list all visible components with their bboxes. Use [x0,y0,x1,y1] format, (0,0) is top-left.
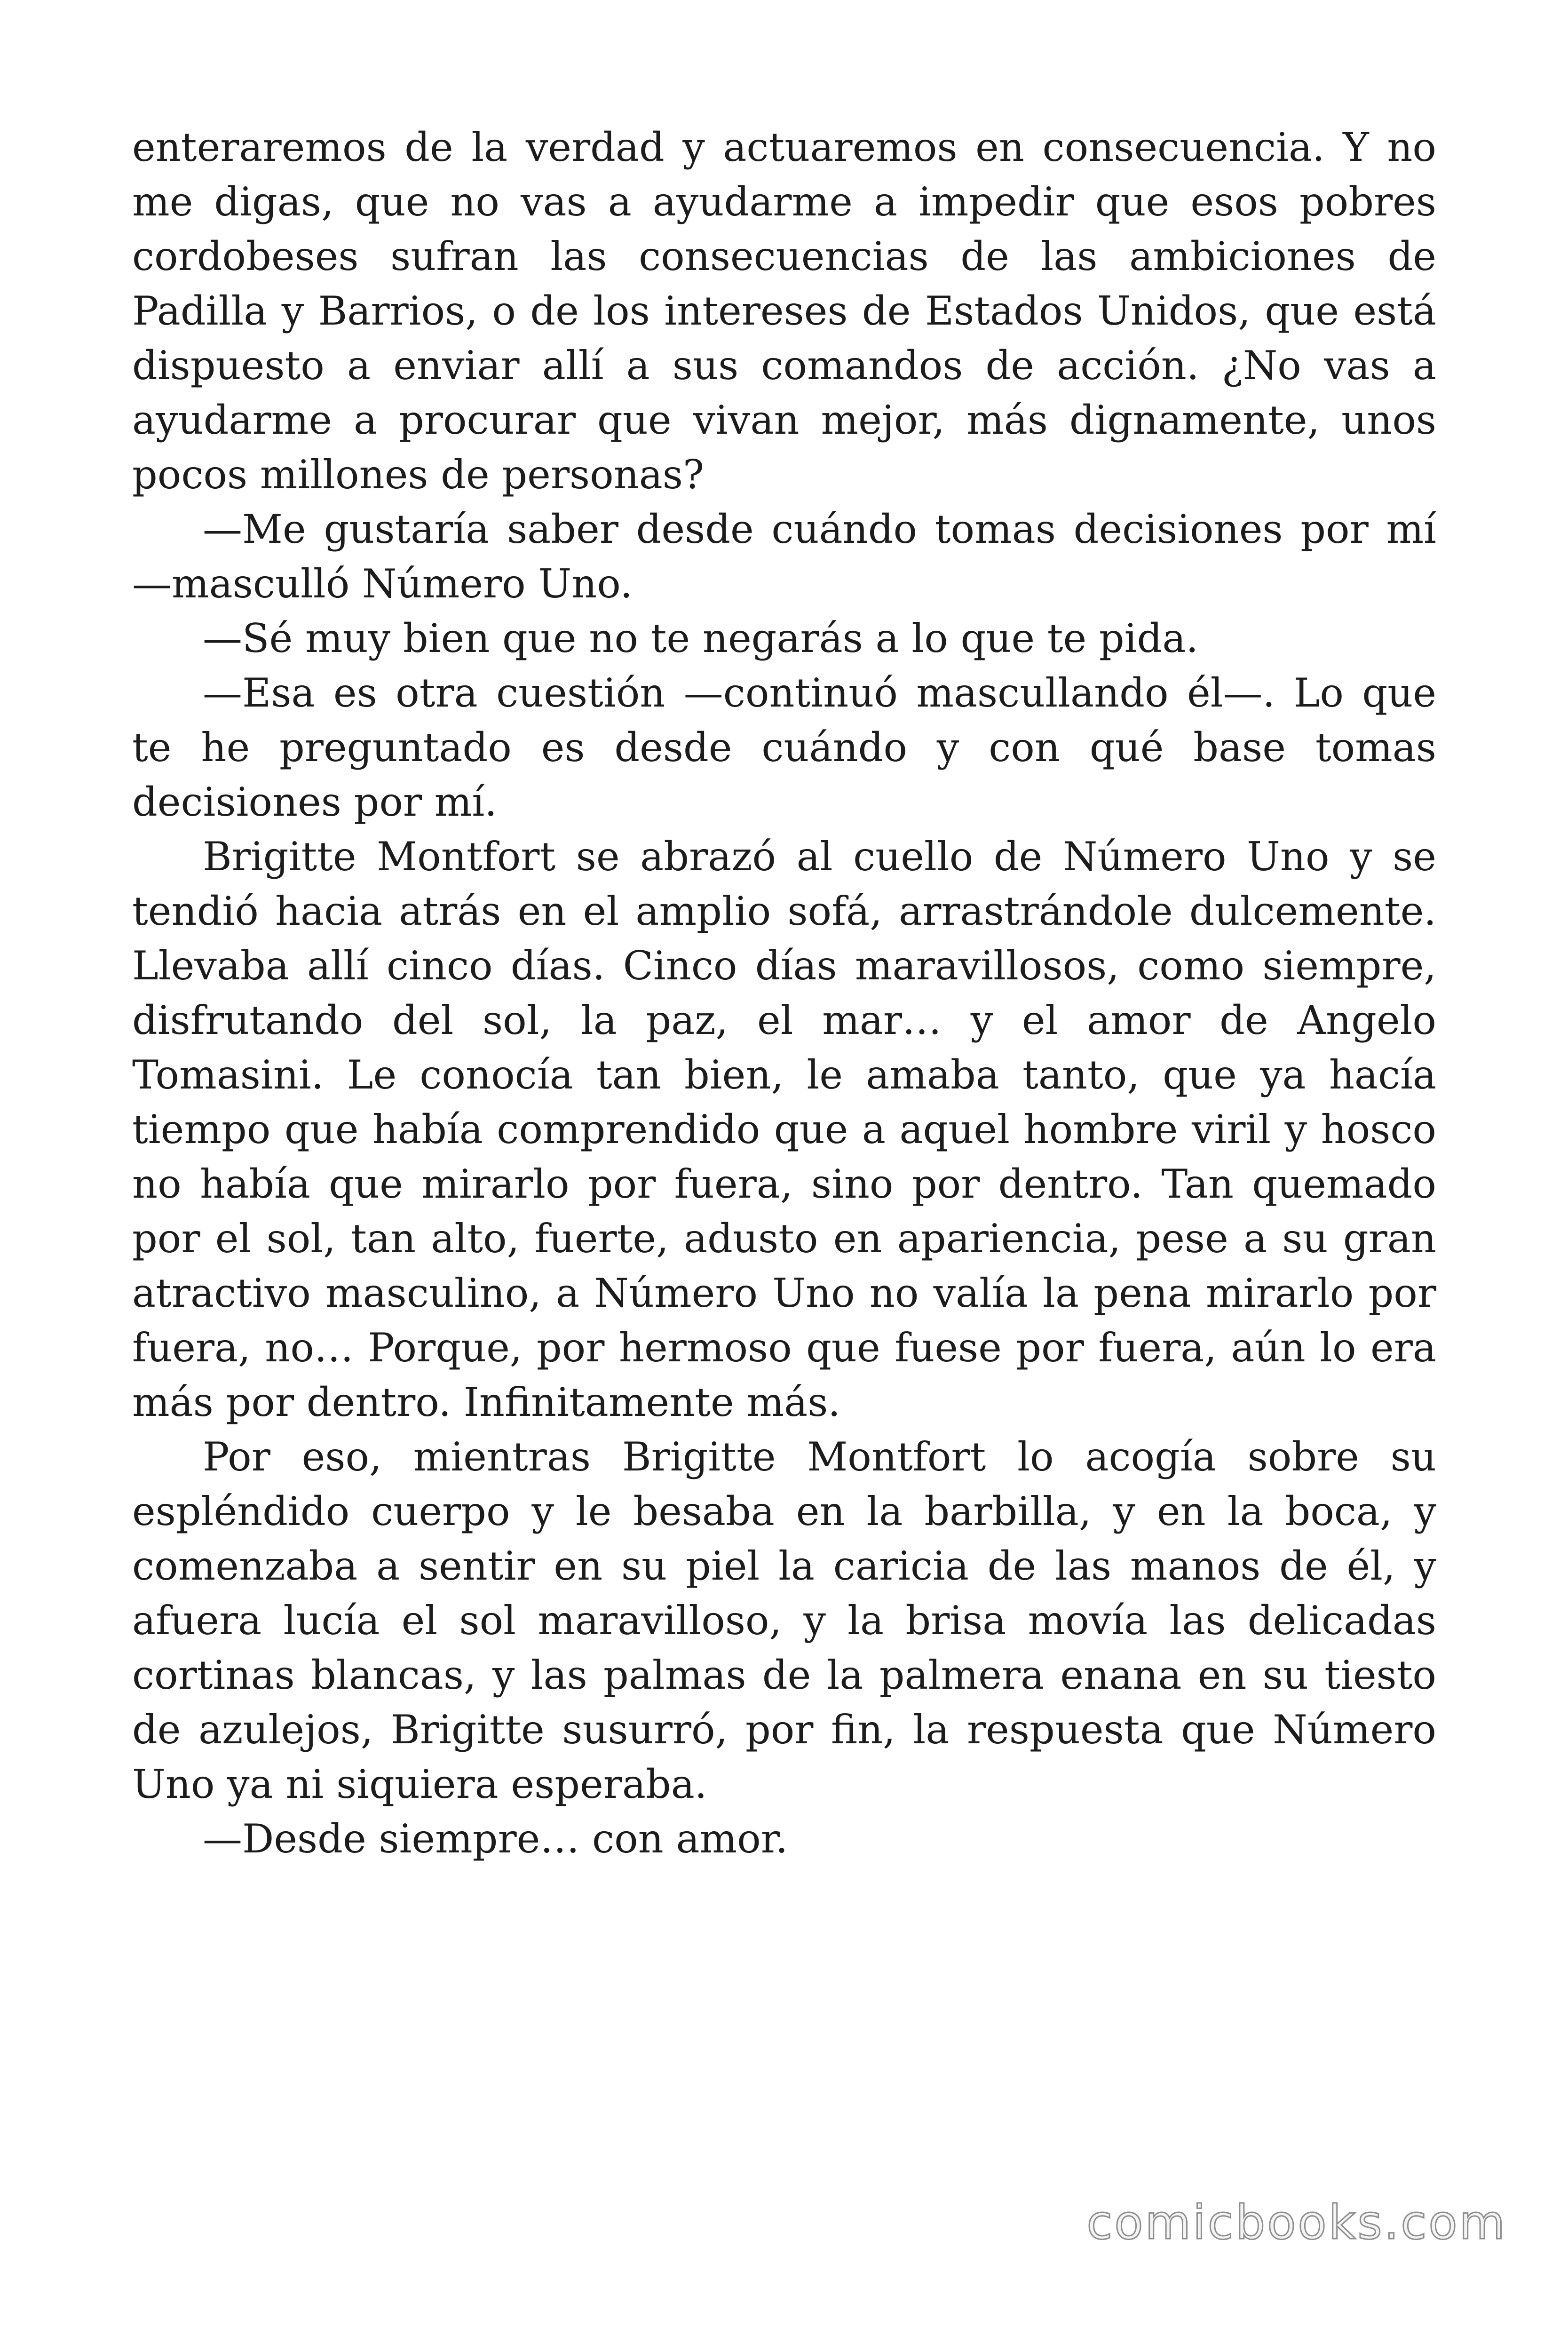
book-page-text [132,120,1436,1866]
dialogue-line: —Sé muy bien que no te negarás a lo que te pida. [203,615,1199,661]
paragraph-continuation: enteraremos de la verdad y actuaremos en consecuencia. Y no me digas, que no vas a ayudarme a impedir que esos pobres cordobeses sufran las consecuencias de las ambiciones de Padilla y Barrios, o de los intereses de Estados Unidos, que está dispuesto a enviar allí a sus comandos de acción. ¿No vas a ayudarme a procurar que vivan mejor, más dignamente, unos pocos millones de personas? [132,124,1436,498]
watermark: comicbooks.com [1086,2195,1507,2250]
narrative-paragraph: Brigitte Montfort se abrazó al cuello de Número Uno y se tendió hacia atrás en el amplio sofá, arrastrándole dulcemente. Llevaba allí cinco días. Cinco días maravillosos, como siempre, disfrutando del sol, la paz, el mar… y el amor de Angelo Tomasini. Le conocía tan bien, le amaba tanto, que ya hacía tiempo que había comprendido que a aquel hombre viril y hosco no había que mirarlo por fuera, sino por dentro. Tan quemado por el sol, tan alto, fuerte, adusto en apariencia, pese a su gran atractivo masculino, a Número Uno no valía la pena mirarlo por fuera, no… Porque, por hermoso que fuese por fuera, aún lo era más por dentro. Infinitamente más. [132,834,1436,1425]
dialogue-line: —Me gustaría saber desde cuándo tomas decisiones por mí —masculló Número Uno. [132,506,1436,607]
narrative-paragraph: Por eso, mientras Brigitte Montfort lo acogía sobre su espléndido cuerpo y le besaba en la barbilla, y en la boca, y comenzaba a sentir en su piel la caricia de las manos de él, y afuera lucía el sol maravilloso, y la brisa movía las delicadas cortinas blancas, y las palmas de la palmera enana en su tiesto de azulejos, Brigitte susurró, por fin, la respuesta que Número Uno ya ni siquiera esperaba. [132,1434,1436,1807]
dialogue-line: —Esa es otra cuestión —continuó mascullando él—. Lo que te he preguntado es desde cuándo y con qué base tomas decisiones por mí. [132,670,1436,825]
dialogue-line: —Desde siempre… con amor. [203,1816,788,1862]
